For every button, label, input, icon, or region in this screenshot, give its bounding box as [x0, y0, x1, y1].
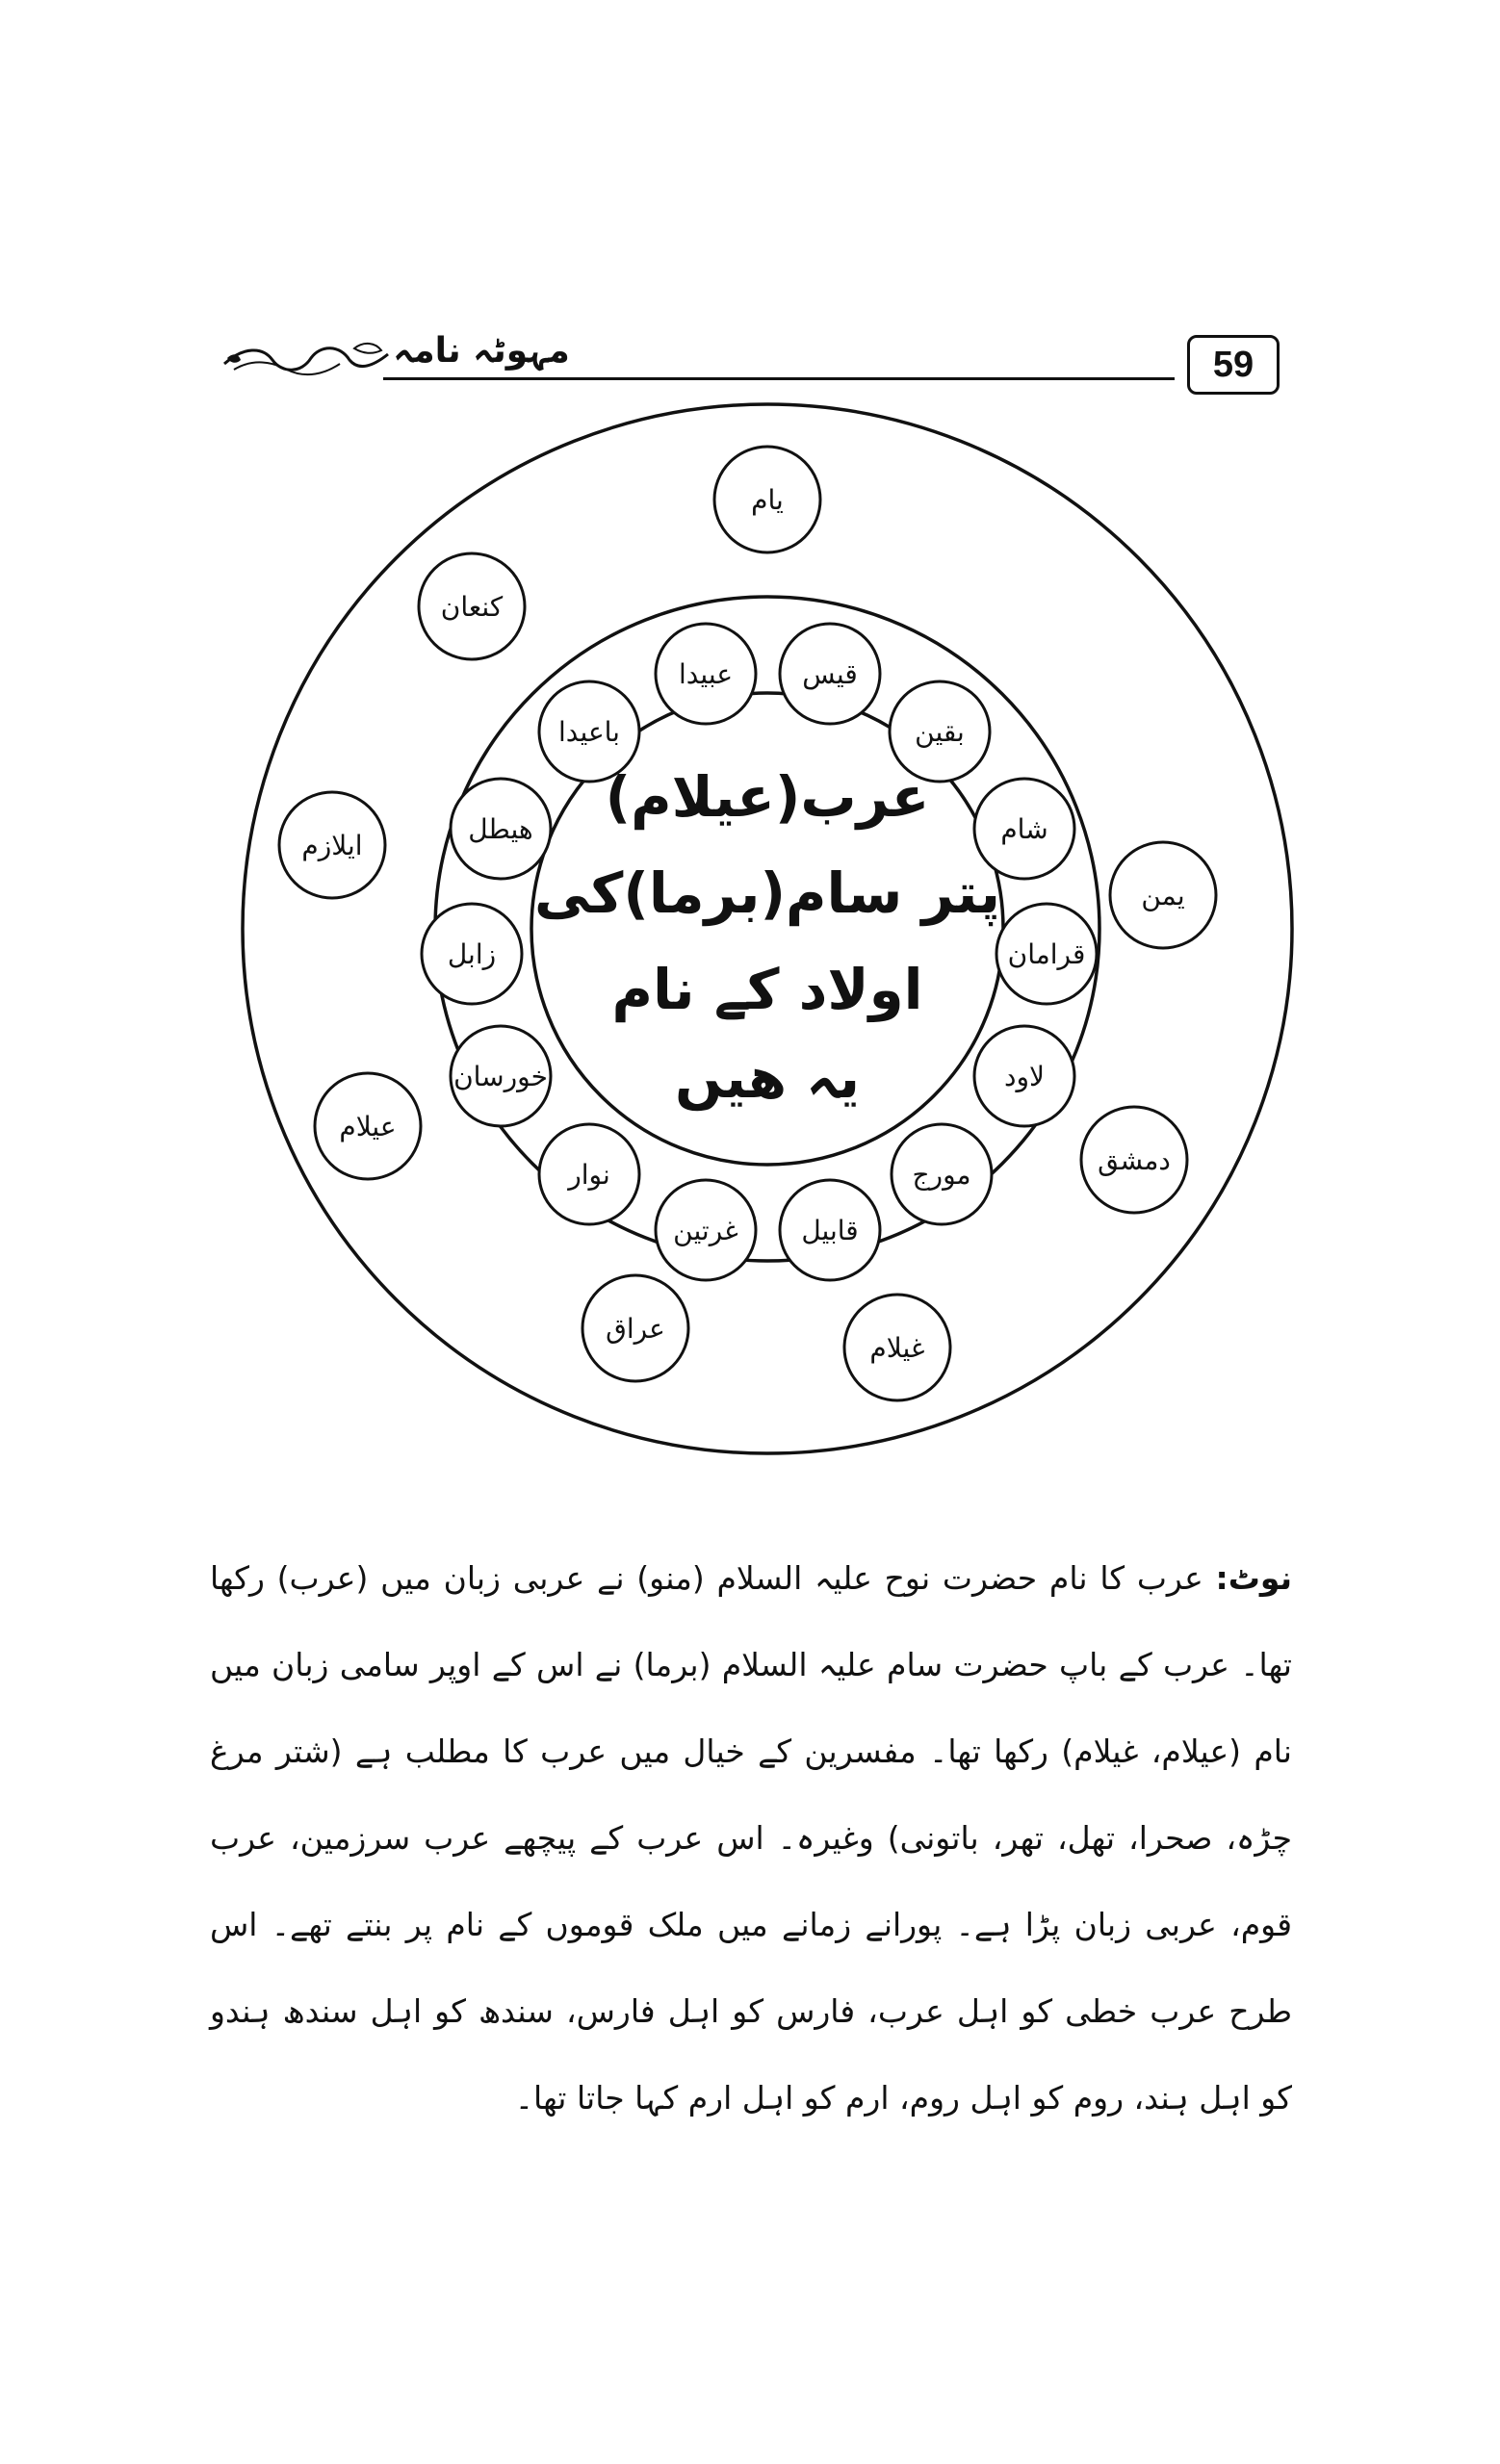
inner-ring — [435, 597, 1099, 1261]
inner-label-khorasan: خورسان — [453, 1061, 548, 1092]
inner-label-qaraman: قرامان — [1007, 938, 1086, 970]
note-paragraph — [210, 1535, 1292, 2142]
outer-label-ailam: عیلام — [339, 1111, 397, 1142]
center-title-line-1: عرب(عیلام) — [605, 764, 930, 830]
inner-label-lawad: لاود — [1004, 1061, 1045, 1092]
inner-label-mawraj: مورج — [912, 1159, 971, 1191]
inner-label-baaida: باعیدا — [558, 716, 620, 748]
outer-label-damishq: دمشق — [1098, 1144, 1171, 1176]
note-text: عرب کا نام حضرت نوح علیہ السلام (منو) نے عربی زبان میں (عرب) رکھا تھا۔ عرب کے باپ حضرت سام علیہ السلام (برما) نے اس کے اوپر سامی زبان میں نام (عیلام، غیلام) رکھا تھا۔ مفسرین کے خیال میں عرب کا مطلب ہے (شتر مرغ چڑہ، صحرا، تھل، تھر، باتونی) وغیرہ۔ اس عرب کے پیچھے عرب سرزمین، عرب قوم، عربی زبان پڑا ہے۔ پورانے زمانے میں ملک قوموں کے نام پر بنتے تھے۔ اس طرح عرب خطی کو اہل عرب، فارس کو اہل فارس، سندھ کو اہل سندھ ہندو کو اہل ہند، روم کو اہل روم، ارم کو اہل ارم کہا جاتا تھا۔ — [210, 1559, 1292, 2117]
center-title-line-3: اولاد کے نام — [611, 957, 923, 1022]
outer-label-kanaan: کنعان — [440, 591, 504, 623]
inner-label-gharteen: غرتین — [673, 1215, 738, 1246]
outer-label-yam: یام — [751, 484, 784, 516]
inner-label-qabil: قابیل — [801, 1215, 859, 1246]
outer-label-ghailam: غیلام — [869, 1332, 925, 1364]
outer-label-ailazam: ایلازم — [301, 830, 363, 861]
inner-label-sham: شام — [1000, 813, 1048, 845]
outer-label-iraq: عراق — [606, 1313, 665, 1345]
inner-label-baqin: بقین — [915, 716, 965, 748]
inner-label-haital: ھیطل — [468, 813, 533, 845]
book-title: مہوٹہ نامہ — [393, 331, 570, 371]
center-title-line-2: پتر سام(برما)کی — [533, 860, 1001, 926]
page-number: 59 — [1187, 335, 1280, 395]
outer-label-yemen: یمن — [1141, 880, 1185, 911]
inner-label-qais: قیس — [802, 658, 858, 690]
note-label: نوٹ: — [1215, 1559, 1292, 1597]
inner-label-zabal: زابل — [447, 938, 497, 970]
center-title-line-4: یہ ھیں — [674, 1045, 861, 1111]
inner-label-ubaida: عبیدا — [678, 658, 734, 690]
inner-label-nawar: نوار — [568, 1159, 610, 1191]
